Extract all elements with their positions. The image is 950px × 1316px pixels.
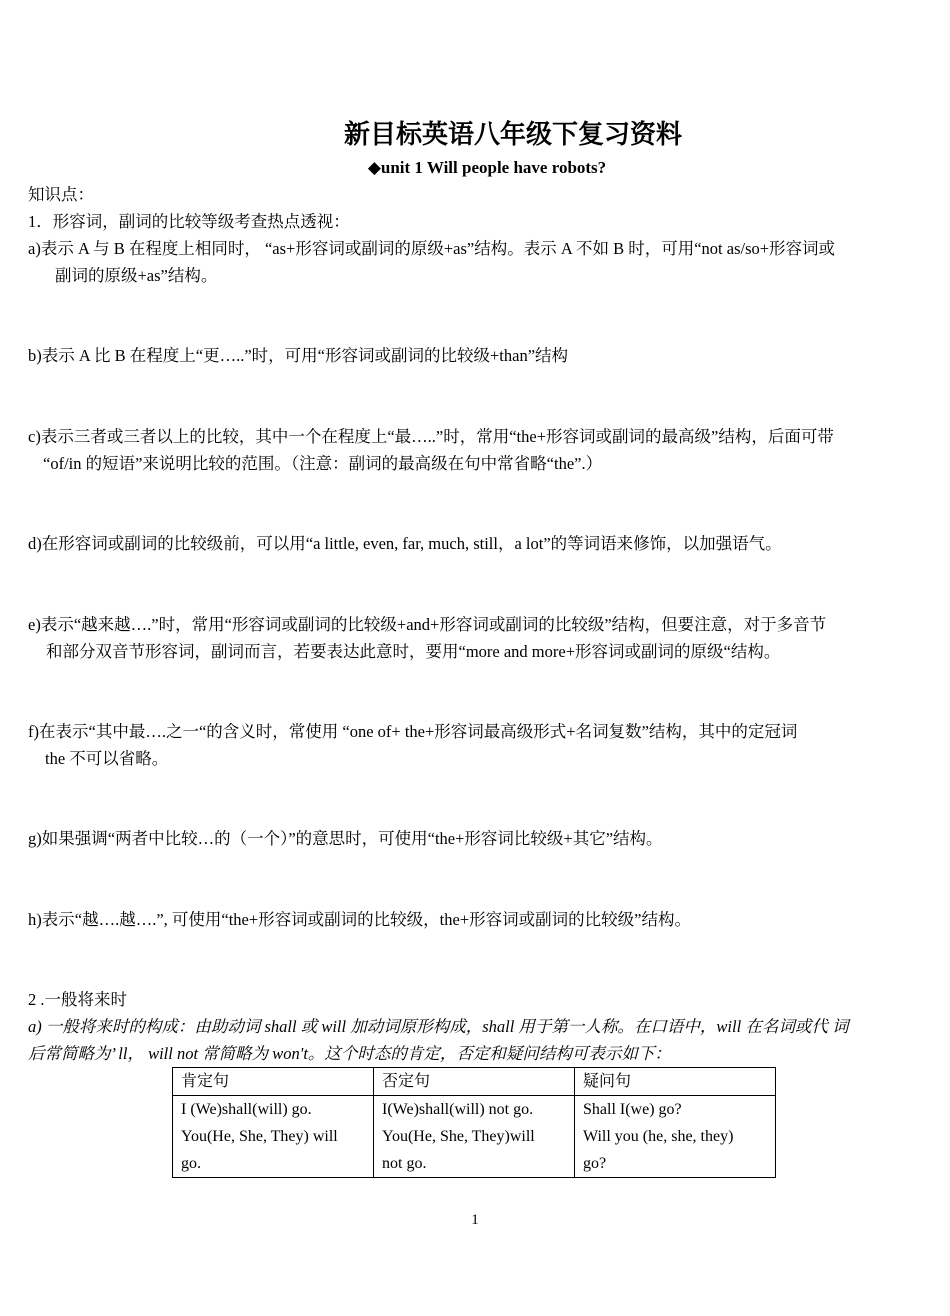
- question-line-1: Shall I(we) go?: [583, 1101, 682, 1118]
- table-cell-negative: [374, 1096, 575, 1178]
- point1-item-e-line1: e)表示“越来越….”时，常用“形容词或副词的比较级+and+形容词或副词的比较级”结构，但要注意，对于多音节: [28, 615, 827, 634]
- section-label: 知识点：: [28, 185, 94, 204]
- point2-item-a: [28, 1013, 920, 1067]
- unit-subtitle: ◆unit 1 Will people have robots?: [367, 158, 607, 177]
- table-cell-question: [575, 1096, 776, 1178]
- point2-item-a-line2: 后常简略为’ ll， will not 常简略为 won't。这个时态的肯定，否定和疑问结构可表示如下：: [28, 1044, 671, 1063]
- point1-item-f: [28, 718, 920, 772]
- negative-line-3: not go.: [382, 1155, 427, 1172]
- point2-heading: 2 .一般将来时: [28, 990, 127, 1009]
- negative-line-2: You(He, She, They)will: [382, 1128, 535, 1145]
- page-number: 1: [471, 1212, 479, 1228]
- affirmative-line-3: go.: [181, 1155, 201, 1172]
- point1-item-a-line2: 副词的原级+as”结构。: [55, 266, 218, 285]
- question-line-2: Will you (he, she, they): [583, 1128, 734, 1145]
- question-line-3: go?: [583, 1155, 607, 1172]
- page-title: 新目标英语八年级下复习资料: [343, 120, 682, 150]
- table-header-row: [173, 1068, 776, 1096]
- affirmative-line-2: You(He, She, They) will: [181, 1128, 338, 1145]
- point1-item-f-line2: the 不可以省略。: [45, 749, 169, 768]
- table-cell-affirmative: [173, 1096, 374, 1178]
- affirmative-line-1: I (We)shall(will) go.: [181, 1101, 312, 1118]
- negative-line-1: I(We)shall(will) not go.: [382, 1101, 534, 1118]
- point2-item-a-line1: a) 一般将来时的构成：由助动词 shall 或 will 加动词原形构成，shall 用于第一人称。在口语中，will 在名词或代 词: [28, 1017, 849, 1036]
- point1-item-f-line1: f)在表示“其中最….之一“的含义时，常使用 “one of+ the+形容词最高级形式+名词复数”结构，其中的定冠词: [28, 722, 798, 741]
- table-row: [173, 1096, 776, 1178]
- table-header-affirmative: 肯定句: [173, 1068, 374, 1096]
- point1-item-b: b)表示 A 比 B 在程度上“更…..”时，可用“形容词或副词的比较级+than”结构: [28, 346, 569, 365]
- point1-item-a: [28, 235, 920, 289]
- point1-item-a-line1: a)表示 A 与 B 在程度上相同时， “as+形容词或副词的原级+as”结构。表示 A 不如 B 时，可用“not as/so+形容词或: [28, 239, 836, 258]
- point1-item-h: h)表示“越….越….”, 可使用“the+形容词或副词的比较级，the+形容词或副词的比较级”结构。: [28, 910, 691, 929]
- point1-heading: 1．形容词，副词的比较等级考查热点透视：: [28, 212, 350, 231]
- point1-item-g: g)如果强调“两者中比较…的（一个）”的意思时，可使用“the+形容词比较级+其它”结构。: [28, 829, 663, 848]
- point1-item-e: [28, 611, 920, 665]
- table-header-negative: 否定句: [374, 1068, 575, 1096]
- point1-item-d: d)在形容词或副词的比较级前，可以用“a little, even, far, much, still，a lot”的等词语来修饰，以加强语气。: [28, 534, 782, 553]
- table-header-question: 疑问句: [575, 1068, 776, 1096]
- point1-item-c-line1: c)表示三者或三者以上的比较，其中一个在程度上“最…..”时，常用“the+形容词或副词的最高级”结构，后面可带: [28, 427, 834, 446]
- point1-item-c: [28, 423, 920, 477]
- point1-item-c-line2: “of/in 的短语”来说明比较的范围。（注意：副词的最高级在句中常省略“the”.）: [43, 454, 603, 473]
- point1-item-e-line2: 和部分双音节形容词，副词而言，若要表达此意时，要用“more and more+形容词或副词的原级“结构。: [46, 642, 781, 661]
- future-tense-table: [172, 1067, 776, 1178]
